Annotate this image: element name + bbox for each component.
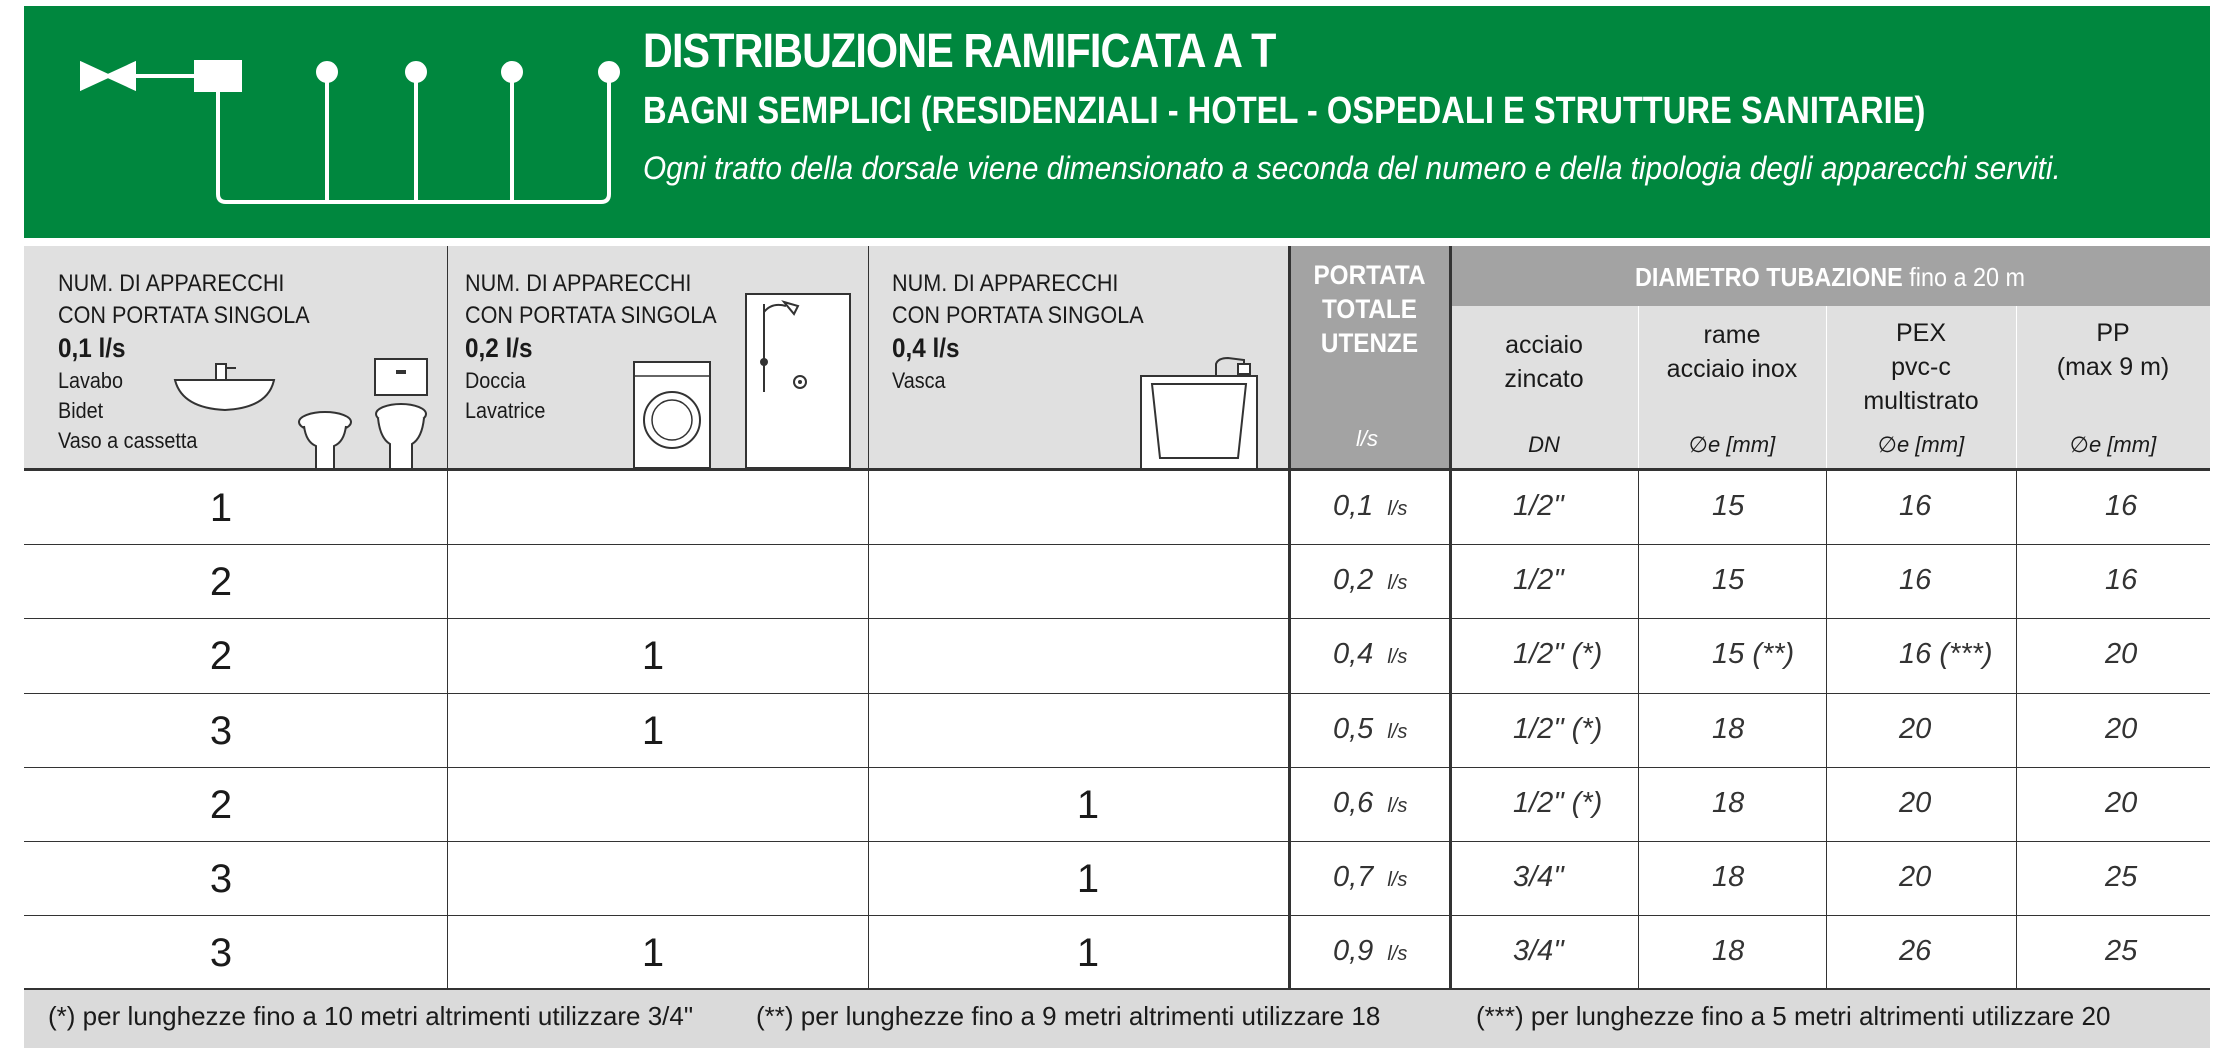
diameter-rame-cell: 18 — [1712, 712, 1745, 745]
count-01-cell: 3 — [209, 857, 233, 901]
row-divider — [24, 693, 2210, 694]
portata-cell — [1333, 490, 1407, 523]
diameter-pex-cell: 26 — [1899, 935, 1932, 968]
material-unit-pex: ∅e [mm] — [1877, 432, 1965, 457]
portata-cell — [1333, 861, 1407, 894]
material-header-rame: rame acciaio inox — [1666, 321, 1798, 383]
portata-unit-label: l/s — [1387, 572, 1408, 595]
diameter-rame-cell: 18 — [1712, 861, 1745, 893]
material-unit-zincato: DN — [1528, 432, 1560, 457]
col3-rate: 0,4 l/s — [892, 333, 960, 363]
page-subtitle: BAGNI SEMPLICI (RESIDENZIALI - HOTEL - OSPEDALI E STRUTTURE SANITARIE) — [643, 90, 1926, 132]
diameter-zinc-cell: 3/4" — [1513, 935, 1564, 968]
header-bottom-rule — [24, 468, 2210, 471]
portata-unit-label: l/s — [1387, 646, 1408, 669]
page-description: Ogni tratto della dorsale viene dimensionato a seconda del numero e della tipologia degli apparecchi serviti. — [643, 150, 2061, 186]
divider — [2016, 470, 2017, 990]
portata-value: 0,9 — [1333, 935, 1374, 968]
divider — [1638, 470, 1639, 990]
diameter-pp-cell: 25 — [2105, 935, 2138, 968]
col1-header-text: NUM. DI APPARECCHI CON PORTATA SINGOLA 0,1 l/s Lavabo Bidet Vaso a cassetta — [58, 270, 310, 453]
col3-header-text: NUM. DI APPARECCHI CON PORTATA SINGOLA 0,4 l/s Vasca — [892, 270, 1144, 393]
portata-header: PORTATA TOTALE UTENZE — [1313, 260, 1426, 358]
material-unit-pp: ∅e [mm] — [2069, 432, 2157, 457]
count-04-cell: 1 — [1076, 931, 1100, 976]
diametro-header: DIAMETRO TUBAZIONE fino a 20 m — [1634, 262, 2026, 292]
diameter-pex-cell: 16 (***) — [1899, 638, 1993, 671]
bidet-icon — [296, 406, 354, 472]
diameter-pex-cell: 20 — [1899, 712, 1932, 745]
diameter-zinc-cell: 1/2" (*) — [1513, 712, 1603, 745]
portata-cell — [1333, 713, 1407, 746]
portata-unit: l/s — [1356, 426, 1378, 451]
toilet-icon — [372, 356, 430, 472]
material-header-pex: PEX pvc-c multistrato — [1863, 319, 1979, 415]
count-01-cell: 2 — [209, 634, 233, 679]
diameter-pp-cell: 20 — [2105, 712, 2138, 745]
diameter-zinc-cell: 1/2" (*) — [1513, 638, 1603, 671]
diameter-pp-cell: 20 — [2105, 638, 2138, 671]
count-02-cell: 1 — [641, 708, 665, 753]
footnote-2: (**) per lunghezze fino a 9 metri altrimenti utilizzare 18 — [756, 1001, 1381, 1031]
row-divider — [24, 544, 2210, 545]
portata-unit-label: l/s — [1387, 794, 1408, 817]
material-header-pp: PP (max 9 m) — [2056, 319, 2170, 381]
material-header-zincato: acciaio zincato — [1504, 331, 1584, 393]
portata-unit-label: l/s — [1387, 943, 1408, 966]
count-01-cell: 2 — [209, 560, 233, 605]
diameter-pex-cell: 16 — [1899, 490, 1932, 522]
portata-value: 0,7 — [1333, 861, 1374, 893]
diameter-rame-cell: 18 — [1712, 935, 1745, 968]
washing-machine-icon — [632, 360, 712, 470]
divider — [1826, 470, 1827, 990]
count-01-cell: 2 — [209, 782, 233, 827]
row-divider — [24, 767, 2210, 768]
col2-rate: 0,2 l/s — [465, 333, 533, 363]
row-divider — [24, 915, 2210, 916]
diameter-zinc-cell: 3/4" — [1513, 861, 1564, 893]
portata-cell — [1333, 638, 1407, 671]
portata-cell — [1333, 564, 1407, 597]
portata-value: 0,5 — [1333, 712, 1374, 745]
diameter-pp-cell: 20 — [2105, 786, 2138, 819]
footnote-3: (***) per lunghezze fino a 5 metri altrimenti utilizzare 20 — [1476, 1001, 2111, 1031]
count-01-cell: 3 — [209, 708, 233, 753]
portata-cell — [1333, 935, 1407, 968]
t-distribution-diagram-icon — [74, 46, 634, 216]
portata-unit-label: l/s — [1387, 869, 1408, 891]
portata-value: 0,6 — [1333, 786, 1374, 819]
diameter-zinc-cell: 1/2" (*) — [1513, 786, 1603, 819]
diameter-pex-cell: 20 — [1899, 861, 1932, 893]
portata-value: 0,4 — [1333, 638, 1374, 671]
count-04-cell: 1 — [1076, 782, 1100, 827]
diameter-rame-cell: 15 — [1712, 490, 1745, 522]
portata-cell — [1333, 787, 1407, 820]
count-01-cell: 1 — [209, 486, 233, 530]
diameter-rame-cell: 18 — [1712, 786, 1745, 819]
diameter-pex-cell: 20 — [1899, 786, 1932, 819]
portata-unit-label: l/s — [1387, 498, 1408, 520]
portata-unit-label: l/s — [1387, 720, 1408, 743]
row-divider — [24, 841, 2210, 842]
diameter-rame-cell: 15 (**) — [1712, 638, 1795, 671]
material-unit-rame: ∅e [mm] — [1688, 432, 1776, 457]
diameter-pp-cell: 25 — [2105, 861, 2138, 893]
count-01-cell: 3 — [209, 931, 233, 976]
sink-icon — [170, 356, 280, 416]
diameter-rame-cell: 15 — [1712, 564, 1745, 597]
diameter-zinc-cell: 1/2" — [1513, 564, 1564, 597]
portata-value: 0,2 — [1333, 564, 1374, 597]
diameter-pp-cell: 16 — [2105, 490, 2138, 522]
shower-icon — [744, 292, 852, 470]
portata-value: 0,1 — [1333, 490, 1374, 522]
col2-header-text: NUM. DI APPARECCHI CON PORTATA SINGOLA 0,2 l/s Doccia Lavatrice — [465, 270, 717, 423]
count-02-cell: 1 — [641, 931, 665, 976]
count-02-cell: 1 — [641, 634, 665, 679]
bathtub-icon — [1138, 354, 1260, 472]
diameter-pp-cell: 16 — [2105, 564, 2138, 597]
col1-rate: 0,1 l/s — [58, 333, 126, 363]
diameter-zinc-cell: 1/2" — [1513, 490, 1564, 522]
page-title: DISTRIBUZIONE RAMIFICATA A T — [643, 25, 1276, 78]
diameter-pex-cell: 16 — [1899, 564, 1932, 597]
row-divider — [24, 618, 2210, 619]
footnote-1: (*) per lunghezze fino a 10 metri altrimenti utilizzare 3/4" — [48, 1001, 694, 1031]
count-04-cell: 1 — [1076, 857, 1100, 901]
